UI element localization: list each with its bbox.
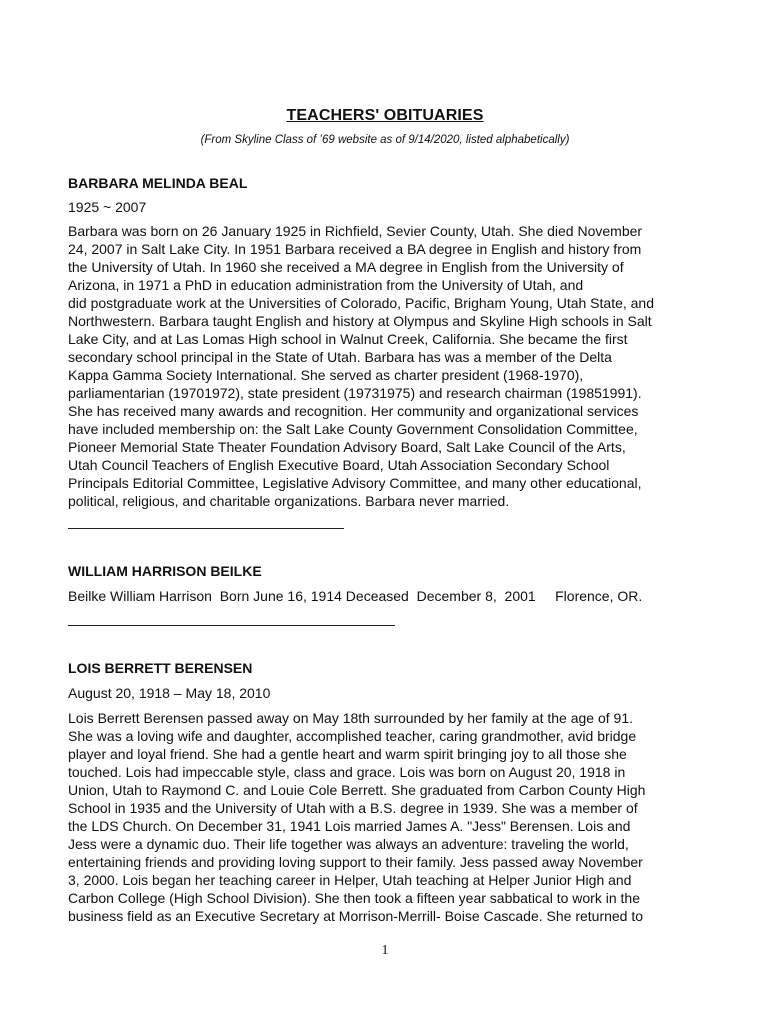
body-line: Lois Berrett Berensen passed away on May 18th surrounded by her family at the age of 91. [68,710,633,726]
body-line: have included membership on: the Salt Lake County Government Consolidation Committee, [68,421,638,437]
body-line: player and loyal friend. She had a gentle heart and warm spirit bringing joy to all those she [68,746,627,762]
body-line: School in 1935 and the University of Utah with a B.S. degree in 1939. She was a member of [68,800,638,816]
body-line: touched. Lois had impeccable style, class and grace. Lois was born on August 20, 1918 in [68,764,626,780]
body-line: She was a loving wife and daughter, accomplished teacher, caring grandmother, avid bridge [68,728,637,744]
entry-name-beal: BARBARA MELINDA BEAL [68,175,248,191]
entry-dates-beilke: Beilke William Harrison Born June 16, 1914 Deceased December 8, 2001 Florence, OR. [68,588,643,604]
body-line: business field as an Executive Secretary at Morrison-Merrill- Boise Cascade. She returned to [68,908,644,924]
body-line: Utah Council Teachers of English Executive Board, Utah Association Secondary School [68,457,610,473]
entry-name-beilke: WILLIAM HARRISON BEILKE [68,563,262,579]
body-line: 3, 2000. Lois began her teaching career in Helper, Utah teaching at Helper Junior High and [68,872,632,888]
body-line: did postgraduate work at the Universities of Colorado, Pacific, Brigham Young, Utah State, and [68,295,655,311]
separator-rule [68,528,344,529]
entry-body-berensen [68,709,708,925]
body-line: the LDS Church. On December 31, 1941 Lois married James A. "Jess" Berensen. Lois and [68,818,631,834]
body-line: political, religious, and charitable organizations. Barbara never married. [68,493,510,509]
body-line: Barbara was born on 26 January 1925 in Richfield, Sevier County, Utah. She died November [68,223,643,239]
body-line: Lake City, and at Las Lomas High school in Walnut Creek, California. She became the first [68,331,628,347]
body-line: Pioneer Memorial State Theater Foundation Advisory Board, Salt Lake Council of the Arts, [68,439,626,455]
body-line: Principals Editorial Committee, Legislative Advisory Committee, and many other educational, [68,475,642,491]
body-line: Arizona, in 1971 a PhD in education administration from the University of Utah, and [68,277,584,293]
body-line: Kappa Gamma Society International. She served as charter president (1968-1970), [68,367,584,383]
body-line: She has received many awards and recognition. Her community and organizational services [68,403,639,419]
entry-body-beal [68,222,708,510]
body-line: Carbon College (High School Division). She then took a fifteen year sabbatical to work in the [68,890,640,906]
entry-dates-berensen: August 20, 1918 – May 18, 2010 [68,685,271,701]
body-line: parliamentarian (19701972), state president (19731975) and research chairman (19851991). [68,385,642,401]
page-number: 1 [381,943,389,958]
body-line: Union, Utah to Raymond C. and Louie Cole Berrett. She graduated from Carbon County High [68,782,646,798]
body-line: the University of Utah. In 1960 she received a MA degree in English from the University of [68,259,624,275]
body-line: 24, 2007 in Salt Lake City. In 1951 Barbara received a BA degree in English and history from [68,241,642,257]
separator-rule [68,625,395,626]
body-line: secondary school principal in the State of Utah. Barbara has was a member of the Delta [68,349,612,365]
entry-dates-beal: 1925 ~ 2007 [68,199,147,215]
document-title: TEACHERS' OBITUARIES [286,107,484,124]
entry-name-berensen: LOIS BERRETT BERENSEN [68,660,253,676]
body-line: Northwestern. Barbara taught English and history at Olympus and Skyline High schools in Salt [68,313,652,329]
body-line: Jess were a dynamic duo. Their life together was always an adventure: traveling the world, [68,836,629,852]
document-subtitle: (From Skyline Class of ’69 website as of 9/14/2020, listed alphabetically) [200,134,570,146]
body-line: entertaining friends and providing loving support to their family. Jess passed away November [68,854,643,870]
